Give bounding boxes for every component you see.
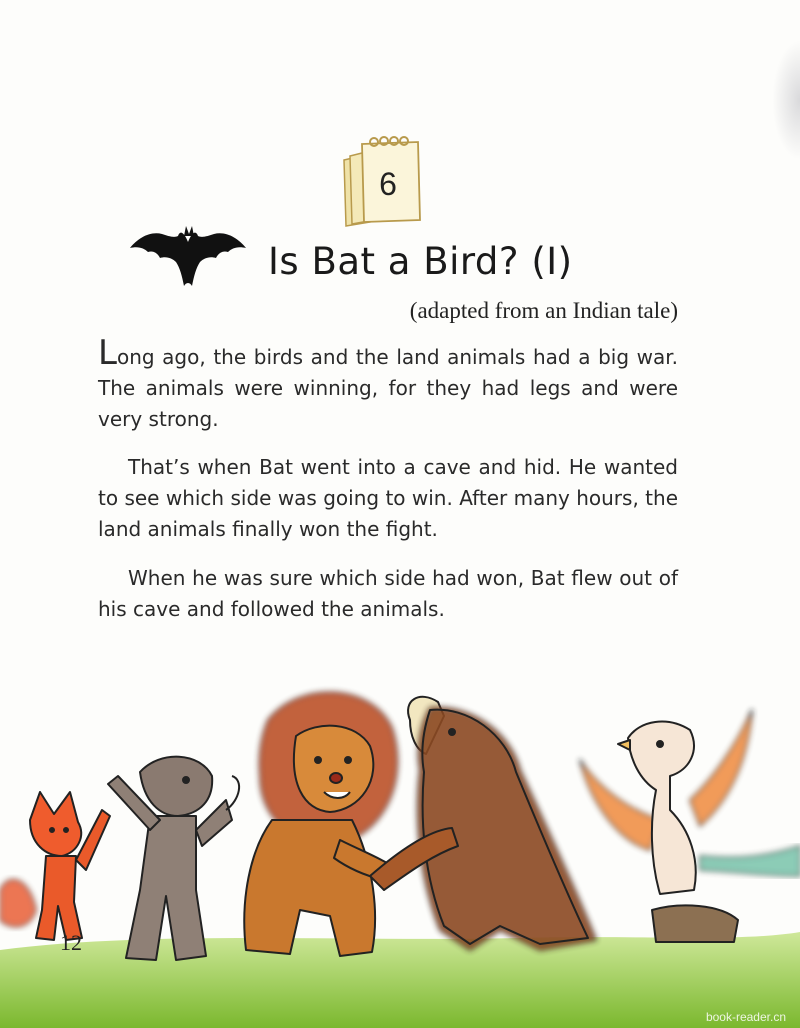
drop-cap: L <box>98 333 117 373</box>
fox-figure <box>0 792 110 940</box>
animals-illustration <box>0 680 800 1028</box>
chapter-title: Is Bat a Bird? (I) <box>268 240 573 283</box>
eagle-figure <box>370 697 596 950</box>
phoenix-figure <box>580 710 800 942</box>
grass <box>0 932 800 1028</box>
wolf-figure <box>108 757 239 960</box>
paragraph-1-text: ong ago, the birds and the land animals had a big war. The animals were winning, for they had legs and were very strong. <box>98 345 678 431</box>
page-edge-shadow <box>772 40 800 160</box>
page-number: 12 <box>60 930 82 955</box>
bat-icon <box>128 222 248 286</box>
paragraph-2: That’s when Bat went into a cave and hid. He wanted to see which side was going to win. After many hours, the land animals finally won the fight. <box>98 455 678 541</box>
paragraph-1 <box>98 333 678 435</box>
chapter-number: 6 <box>379 166 397 202</box>
chapter-subtitle: (adapted from an Indian tale) <box>409 298 678 323</box>
lion-figure <box>244 692 397 956</box>
watermark: book-reader.cn <box>705 1010 786 1024</box>
paragraph-3: When he was sure which side had won, Bat flew out of his cave and followed the animals. <box>98 566 678 621</box>
